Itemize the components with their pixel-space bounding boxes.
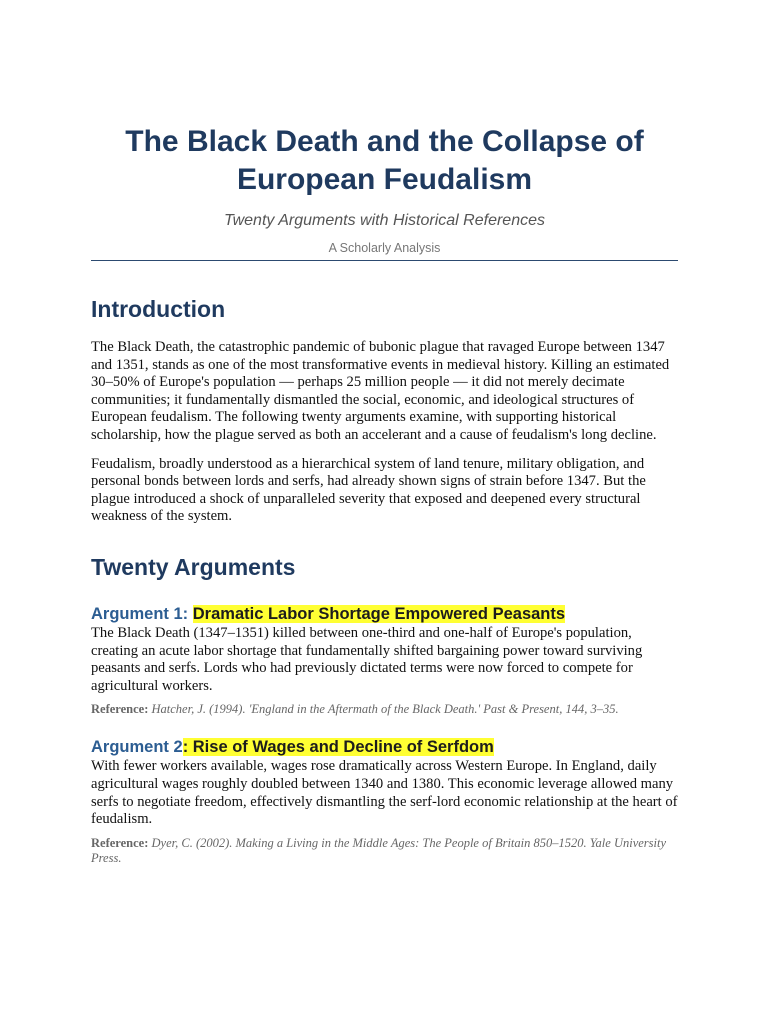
document-subtitle: Twenty Arguments with Historical References [224,212,545,229]
document-byline: A Scholarly Analysis [328,241,441,255]
header-divider [91,260,678,261]
argument-1-reference-label: Reference: [91,702,149,717]
argument-1-reference-citation: Hatcher, J. (1994). 'England in the Aftermath of the Black Death.' Past & Present, 144, 3–35. [151,702,619,717]
argument-2-prefix: Argument 2 [91,738,183,757]
arguments-heading: Twenty Arguments [91,553,296,580]
argument-1-body: The Black Death (1347–1351) killed between one-third and one-half of Europe's population, creating an acute labor shortage that fundamentally shifted bargaining power toward surviving peasants and serfs. Lords who had previously dictated terms were now forced to compete for agricultural workers. [91,624,643,694]
document-page [91,0,678,866]
introduction-paragraph-1: The Black Death, the catastrophic pandemic of bubonic plague that ravaged Europe between 1347 and 1351, stands as one of the most transformative events in medieval history. Killing an estimated 30–50% of Europe's population — perhaps 25 million people — it did not merely decimate communities; it fundamentally dismantled the social, economic, and ideological structures of European feudalism. The following twenty arguments examine, with supporting historical scholarship, how the plague served as both an accelerant and a cause of feudalism's long decline. [91,339,670,443]
argument-2-heading [91,737,678,758]
argument-2-body: With fewer workers available, wages rose dramatically across Western Europe. In England, daily agricultural wages roughly doubled between 1340 and 1380. This economic leverage allowed many serfs to negotiate freedom, effectively dismantling the serf-lord economic relationship at the heart of feudalism. [91,758,678,828]
argument-2-title-highlight: : Rise of Wages and Decline of Serfdom [182,738,494,757]
argument-1-prefix: Argument 1: [91,604,193,623]
argument-2-reference-citation: Dyer, C. (2002). Making a Living in the Middle Ages: The People of Britain 850–1520. Yale University Press. [91,835,667,865]
introduction-paragraph-2: Feudalism, broadly understood as a hierarchical system of land tenure, military obligation, and personal bonds between lords and serfs, had already shown signs of strain before 1347. But the plague introduced a shock of unparalleled severity that exposed and deepened every structural weakness of the system. [91,455,646,525]
argument-1-reference [91,702,678,717]
document-title: The Black Death and the Collapse of European Feudalism [125,125,644,196]
argument-2-reference [91,836,678,866]
introduction-heading: Introduction [91,296,226,322]
argument-2-reference-label: Reference: [91,835,149,850]
argument-1-heading [91,604,678,625]
argument-1-title-highlight: Dramatic Labor Shortage Empowered Peasants [192,604,566,623]
